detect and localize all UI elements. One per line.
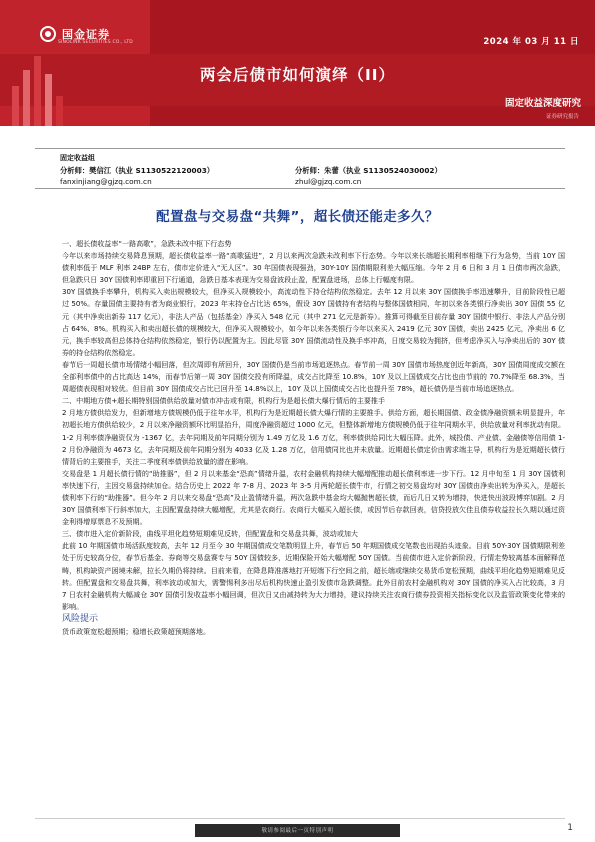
risk-text: 货币政策宽松超预期；稳增长政策超预期落地。	[62, 626, 210, 636]
section-heading-1: 一、超长债收益率“一路高歌”，急跌未改中枢下行态势	[62, 239, 232, 248]
body-paragraph: 交易盘是 1 月超长债行情的“助推器”，但 2 月以来基金“恐高”情绪升温，农村金融机构持续大幅增配推动超长债利率进一步下行。12 月中旬至 1 月 30Y 国债利率快速下行，主因交易盘持续加仓。结合历史上 2022 年 7-8 月、2023 年 3-5 月两轮超长债牛市，行情之初交易盘均对 30Y 国债由净卖出转为净买入，是超长债利率下行的“助推器”。但今年 2 月以来交易盘“恐高”及止盈情绪升温，两次急跌中基金均大幅抛售超长债，而后几日又转为增持，快进快出波段博弈加剧。2 月 30Y 国债利率下行斜率加大，主因配置盘持续大幅增配，尤其是农商行。农商行大幅买入超长债，或因节后存款回表，信贷投放欠佳且债券收益拉长久期以通过资金利得增厚票息不及预期。	[62, 468, 565, 527]
logo-icon	[40, 26, 56, 42]
analyst-1-email[interactable]: fanxinjiang@gjzq.com.cn	[60, 177, 152, 186]
report-type: 固定收益深度研究	[504, 98, 581, 109]
section-heading-3: 三、债市进入定价新阶段，曲线平坦化趋势短期难见反转，但配置盘和交易盘共舞，波动或加大	[62, 529, 358, 539]
department-label: 固定收益组	[60, 154, 95, 162]
body-paragraph: 今年以来市场持续交易降息预期，超长债收益率一路“高歌猛进”，2 月以来两次急跌未改利率下行态势。今年以来长端超长期利率相继下行为急势，当前 10Y 国债利率低于 MLF 利率 24BP 左右，债市定价进入“无人区”。30 年国债表现强劲，30Y-10Y 国债期限利差大幅压缩。今年 2 月 6 日和 3 月 1 日债市两次急跌，但急跌只日 30Y 国债利率即重回下行通道，急跌日基本表现为交易盘波段止盈，配置盘进场，总体上行幅度有限。	[62, 251, 565, 285]
divider-top	[35, 148, 565, 149]
footer-disclaimer: 敬请参阅最后一页特别声明	[261, 828, 334, 834]
report-subtype: 证券研究报告	[545, 114, 579, 120]
report-header	[0, 0, 595, 126]
body-paragraph: 30Y 国债换手率攀升，机构买入卖出规模较大，但净买入规模较小，高流动性下持仓结构依然稳定。去年 12 月以来 30Y 国债换手率迅速攀升，目前阶段性已超过 50%。存量国债主要持有者为商业银行，2023 年末持仓占比达 65%，假设 30Y 国债持有者结构与整体国债相同，年初以来各类银行净卖出 30Y 国债 55 亿元（其中净卖出新券 117 亿元），非法人产品（包括基金）净买入 548 亿元（其中 271 亿元是新券）。推算可得截至目前存量 30Y 国债中银行、非法人产品分别占 64%、8%。机构买入和卖出超长债的规模较大，但净买入规模较小，如今年以来各类银行今年以来买入 2419 亿元 30Y 国债，卖出 2425 亿元，净卖出 6 亿元，换手率较高但总体持仓结构依然稳定，银行仍以配置为主。因此尽管 30Y 国债流动性及换手率冲高，日度交易较为拥挤，但考虑净买入与净卖出后的 30Y 债券的持仓结构依然稳定。	[62, 287, 565, 357]
report-date: 2024 年 03 月 11 日	[483, 37, 579, 47]
section-heading-2: 二、中期地方债+超长期特别国债供给放量对债市冲击或有限，机构行为是超长债大爆行情后的主要推手	[62, 396, 386, 406]
body-paragraph: 2 月地方债供给发力，但新增地方债规模仍低于往年水平，机构行为是近期超长债大爆行情的主要推手。供给方面，超长期国债、政金债净融资额未明显提升，年初超长地方债供给较少，2 月以来净融资额环比明显抬升，周度净融资超过 1000 亿元，但整体新增地方债规模仍低于往年同期水平，供给放量对利率扰动有限。1-2 月利率债净融资仅为 -1367 亿，去年同期及前年同期分别为 1.49 万亿及 1.6 万亿，利率债供给同比大幅压降。此外，城投债、产业债、金融债等信用债 1-2 月份净融资为 4673 亿，去年同期及前年同期分别为 4033 亿及 1.28 万亿，信用债同比也并未放量。近期超长债定价由需求端主导，机构行为是近期超长债行情背后的主要推手，关注二季度利率债供给放量的潜在影响。	[62, 408, 565, 466]
footer-divider	[35, 818, 565, 819]
report-headline: 配置盘与交易盘“共舞”，超长债还能走多久？	[156, 209, 439, 225]
analyst-2-email[interactable]: zhul@gjzq.com.cn	[295, 177, 362, 186]
page-number: 1	[567, 823, 573, 833]
analyst-2: 分析师：朱蕾（执业 S1130524030002）	[295, 165, 442, 175]
risk-heading: 风险提示	[62, 613, 99, 624]
divider-bottom	[35, 188, 565, 189]
report-body	[62, 238, 565, 638]
report-title: 两会后债市如何演绎（II）	[199, 66, 396, 84]
authors-block	[60, 153, 560, 188]
logo-text: 国金证券	[62, 28, 110, 41]
analyst-1: 分析师：樊信江（执业 S1130522120003）	[60, 165, 215, 175]
body-paragraph: 此前 10 年期国债市场活跃度较高，去年 12 月至今 30 年期国债成交笔数明显上升，春节后 50 年期国债成交笔数也出现抬头迹象。目前 50Y-30Y 国债期限利差处于历史较高分位，春节后基金、券商等交易盘赛专与 50Y 国债较多，近期保险开始大幅增配 50Y 国债。当前债市进入定价新阶段，行情走势较离基本面解释范畴，机构缺资产困境未解，拉长久期仍将持续。目前来看，在降息降准落地打开短端下行空间之前，超长端或继续交易货币宽松预期，曲线平坦化趋势短期难见反转。但配置盘和交易盘共舞，利率波动或加大，需警惕利多出尽后机构快速止盈引发债市急跌调整。此外目前农村金融机构对 30Y 国债的净买入占比较高，3 月 7 日农村金融机构大幅减仓 30Y 国债引发收益率小幅回调，但次日又由减持转为大力增持，建议持续关注农商行债券投资相关指标变化以及监管政策变化带来的影响。	[62, 541, 565, 611]
logo-subtitle: SINOLINK SECURITIES CO., LTD	[58, 40, 133, 45]
body-paragraph: 春节后一周超长债市场情绪小幅回落，但次周即有所回升，30Y 国债仍是当前市场追逐热点。春节前一周 30Y 国债市场热度创近年新高，30Y 国债周度成交额在全部利率债中的占比高达 14%，而春节后第一周 30Y 国债交投有所降温，成交占比降至 10.8%，10Y 及以上国债成交占比也由节前的 70.7%降至 68.3%，当周超债表现相对较优。但目前 30Y 国债成交占比已回升至 14.8%以上，10Y 及以上国债成交占比也提升至 78%，超长债仍是当前市场追逐热点。	[62, 359, 565, 394]
